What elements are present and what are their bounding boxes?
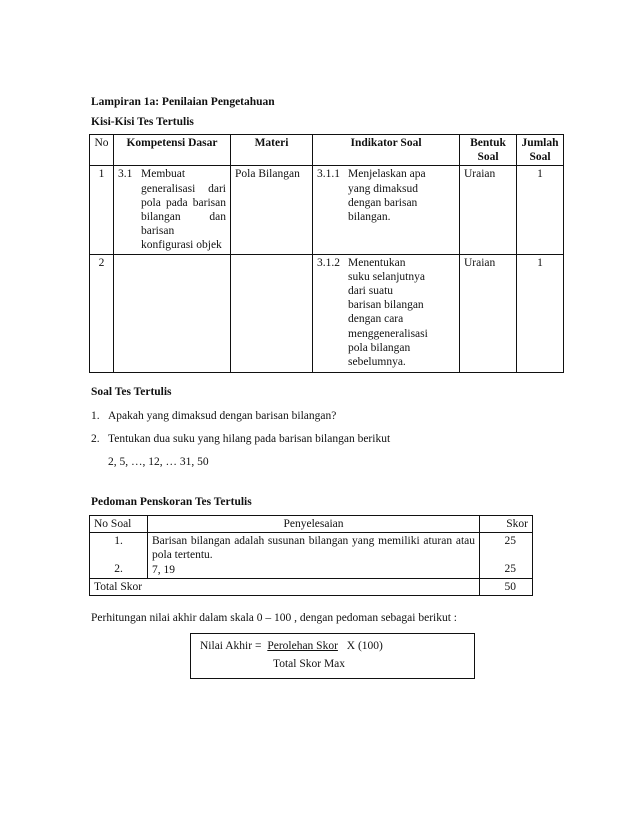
soal-number: 2. [91,433,100,445]
no-soal-1: 1. [114,535,123,548]
kompetensi-cell [114,254,231,372]
total-value: 50 [480,578,533,595]
no-soal-2: 2. [114,563,123,576]
skor-spacer [484,548,516,562]
skor-cell [480,533,533,579]
formula-numerator: Perolehan Skor [267,640,338,652]
skor-1: 25 [504,535,516,548]
table-row [90,254,564,372]
materi-cell [231,254,313,372]
table-row [90,166,564,254]
bentuk-cell: Uraian [460,254,517,372]
formula-denominator: Total Skor Max [273,658,346,670]
header-penyelesaian: Penyelesaian [148,516,480,533]
total-row [90,578,533,595]
table-row [90,533,533,579]
row-no: 2 [90,254,114,372]
indikator-cell [313,166,460,254]
jumlah-cell: 1 [517,254,564,372]
materi-cell: Pola Bilangan [231,166,313,254]
formula-box [190,633,475,679]
formula-lhs: Nilai Akhir = [200,640,262,652]
kisi-header-row [90,135,564,166]
formula-top-line [200,640,383,652]
indikator-cell [313,254,460,372]
total-label: Total Skor [90,578,480,595]
penyelesaian-cell [148,533,480,579]
perhitungan-text: Perhitungan nilai akhir dalam skala 0 – 100 , dengan pedoman sebagai berikut : [91,612,457,624]
pedoman-penskoran-table [89,515,533,596]
kompetensi-text: Membuat generalisasi dari pola pada barisan bilangan dan barisan konfigurasi objek [141,168,226,252]
indikator-number: 3.1.2 [317,256,340,269]
lampiran-title: Lampiran 1a: Penilaian Pengetahuan [91,96,275,108]
kompetensi-number: 3.1 [118,168,133,181]
kisi-kisi-table [89,134,564,373]
soal-number: 1. [91,410,100,422]
penyelesaian-2: 7, 19 [152,563,175,576]
no-soal-cell [90,533,148,579]
header-indikator: Indikator Soal [313,135,460,166]
header-jumlah: Jumlah Soal [517,135,564,166]
soal-text: Apakah yang dimaksud dengan barisan bilangan? [108,410,337,422]
header-kompetensi: Kompetensi Dasar [114,135,231,166]
kompetensi-cell [114,166,231,254]
indikator-text: Menjelaskan apa yang dimaksud dengan barisan bilangan. [348,168,426,224]
indikator-number: 3.1.1 [317,168,340,181]
pedoman-title: Pedoman Penskoran Tes Tertulis [91,496,252,508]
penyelesaian-1: Barisan bilangan adalah susunan bilangan yang memiliki aturan atau pola tertentu. [152,535,475,562]
kompetensi-entry [118,167,226,252]
formula-multiplier: X (100) [346,640,383,652]
header-bentuk: Bentuk Soal [460,135,517,166]
indikator-entry [317,167,455,224]
soal-title: Soal Tes Tertulis [91,386,172,398]
bentuk-cell: Uraian [460,166,517,254]
header-no-soal: No Soal [90,516,148,533]
header-skor: Skor [480,516,533,533]
no-soal-spacer [94,548,143,562]
jumlah-cell: 1 [517,166,564,254]
kisi-title: Kisi-Kisi Tes Tertulis [91,116,194,128]
soal-item-1 [91,410,336,422]
header-no: No [90,135,114,166]
soal-text: Tentukan dua suku yang hilang pada barisan bilangan berikut [108,433,391,445]
indikator-entry [317,256,455,370]
header-materi: Materi [231,135,313,166]
soal-sequence: 2, 5, …, 12, … 31, 50 [108,456,209,468]
row-no: 1 [90,166,114,254]
soal-item-2 [91,433,390,445]
pedoman-header-row [90,516,533,533]
skor-2: 25 [504,563,516,576]
indikator-text: Menentukan suku selanjutnya dari suatu barisan bilangan dengan cara menggeneralisasi pola bilangan sebelumnya. [348,256,428,369]
